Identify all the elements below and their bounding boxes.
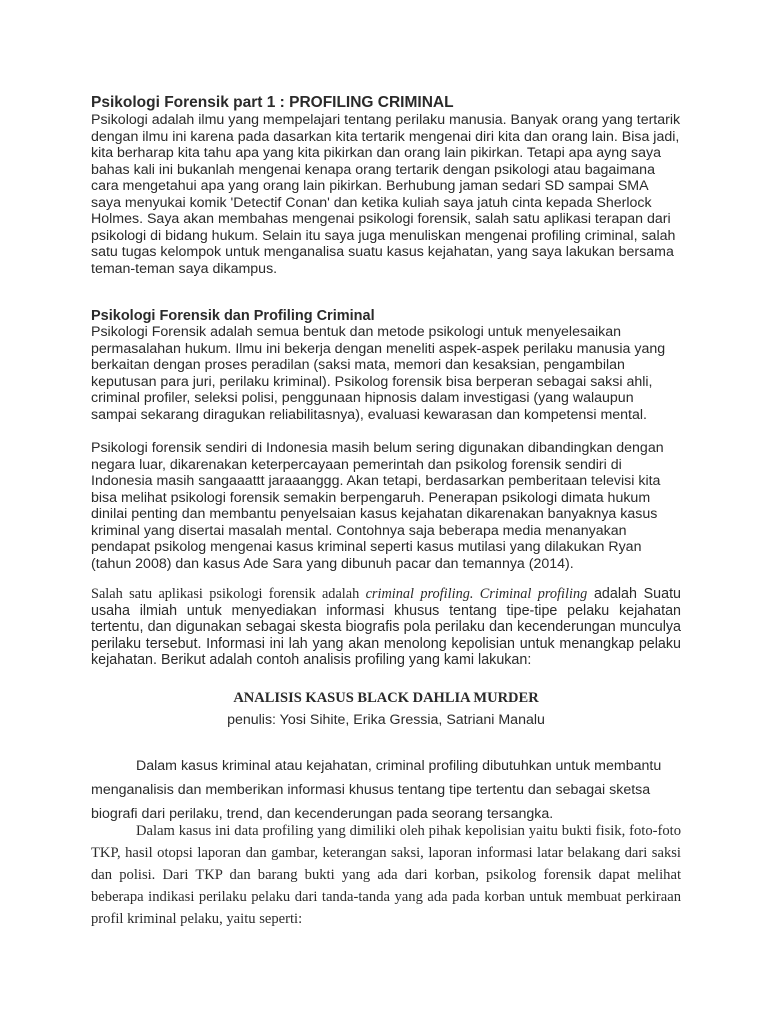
intro-paragraph	[91, 112, 681, 277]
intro-text: Psikologi adalah ilmu yang mempelajari tentang perilaku manusia. Banyak orang yang tertarik dengan ilmu ini karena pada dasarkan kita tertarik mengenai diri kita dan orang lain. Bisa jadi, kita berharap kita tahu apa yang kita pikirkan dan orang lain pikirkan. Tetapi apa ayng saya bahas kali ini bukanlah mengenai kenapa orang tertarik dengan psikologi atau bagaimana cara mengetahui apa yang orang lain pikirkan. Berhubung jaman sedari SD sampai SMA saya menyukai komik 'Detectif Conan' dan ketika kuliah saya jatuh cinta kepada Sherlock Holmes. Saya akan membahas mengenai psikologi forensik, salah satu aplikasi terapan dari psikologi di bidang hukum. Selain itu saya juga menuliskan mengenai profiling criminal, salah satu tugas kelompok untuk menganalisa suatu kasus kejahatan, yang saya lakukan bersama teman-teman saya dikampus.	[91, 112, 681, 277]
profiling-term: criminal profiling. Criminal profiling	[365, 586, 588, 602]
profiling-rest: adalah Suatu usaha ilmiah untuk menyediakan informasi khusus tentang tipe-tipe pelaku kejahatan tertentu, dan digunakan sebagai skesta biografis pola perilaku dan kecenderungan munculya perilaku tersebut. Informasi ini lah yang akan menolong kepolisian untuk menangkap pelaku kejahatan. Berikut adalah contoh analisis profiling yang kami lakukan:	[91, 586, 681, 668]
definition-text: Psikologi Forensik adalah semua bentuk dan metode psikologi untuk menyelesaikan permasalahan hukum. Ilmu ini bekerja dengan meneliti aspek-aspek perilaku manusia yang berkaitan dengan proses peradilan (saksi mata, memori dan kesaksian, pengambilan keputusan para juri, perilaku kriminal). Psikolog forensik bisa berperan sebagai saksi ahli, criminal profiler, seleksi polisi, penggunaan hipnosis dalam investigasi (yang walaupun sampai sekarang diragukan reliabilitasnya), evaluasi kewarasan dan kompetensi mental.	[91, 324, 666, 423]
indonesia-text: Psikologi forensik sendiri di Indonesia masih belum sering digunakan dibandingkan dengan negara luar, dikarenakan keterpercayaan pemerintah dan psikolog forensik sendiri di Indonesia masih sangaaattt jaraaanggg. Akan tetapi, berdasarkan pemberitaan televisi kita bisa melihat psikologi forensik semakin berpengaruh. Penerapan psikologi dimata hukum dinilai penting dan membantu penyelsaian kasus kejahatan dikarenakan banyaknya kasus kriminal yang disertai masalah mental. Contohnya saja beberapa media menanyakan pendapat psikolog mengenai kasus kriminal seperti kasus mutilasi yang dilakukan Ryan (tahun 2008) dan kasus Ade Sara yang dibunuh pacar dan temannya (2014).	[91, 440, 664, 572]
case-data-text: Dalam kasus ini data profiling yang dimiliki oleh pihak kepolisian yaitu bukti fisik, foto-foto TKP, hasil otopsi laporan dan gambar, keterangan saksi, laporan informasi latar belakang dari saksi dan polisi. Dari TKP dan barang bukti yang ada dari korban, psikolog forensik dapat melihat beberapa indikasi perilaku pelaku dari tanda-tanda yang ada pada korban untuk membuat perkiraan profil kriminal pelaku, yaitu seperti:	[91, 823, 681, 927]
criminal-profiling-text: Dalam kasus kriminal atau kejahatan, criminal profiling dibutuhkan untuk membantu menganalisis dan memberikan informasi khusus tentang tipe tertentu dan sebagai sketsa biografi dari perilaku, trend, dan kecenderungan pada seorang tersangka.	[91, 758, 662, 822]
profiling-paragraph	[91, 586, 681, 669]
case-data-paragraph	[91, 820, 681, 930]
indonesia-paragraph	[91, 440, 681, 572]
profiling-lead: Salah satu aplikasi psikologi forensik adalah	[91, 586, 366, 602]
criminal-profiling-paragraph	[91, 754, 691, 826]
section-heading: Psikologi Forensik dan Profiling Criminal	[91, 308, 375, 324]
case-title: ANALISIS KASUS BLACK DAHLIA MURDER	[233, 690, 539, 706]
definition-paragraph	[91, 324, 681, 423]
authors-line: penulis: Yosi Sihite, Erika Gressia, Satriani Manalu	[227, 712, 545, 728]
document-title: Psikologi Forensik part 1 : PROFILING CRIMINAL	[91, 94, 454, 111]
